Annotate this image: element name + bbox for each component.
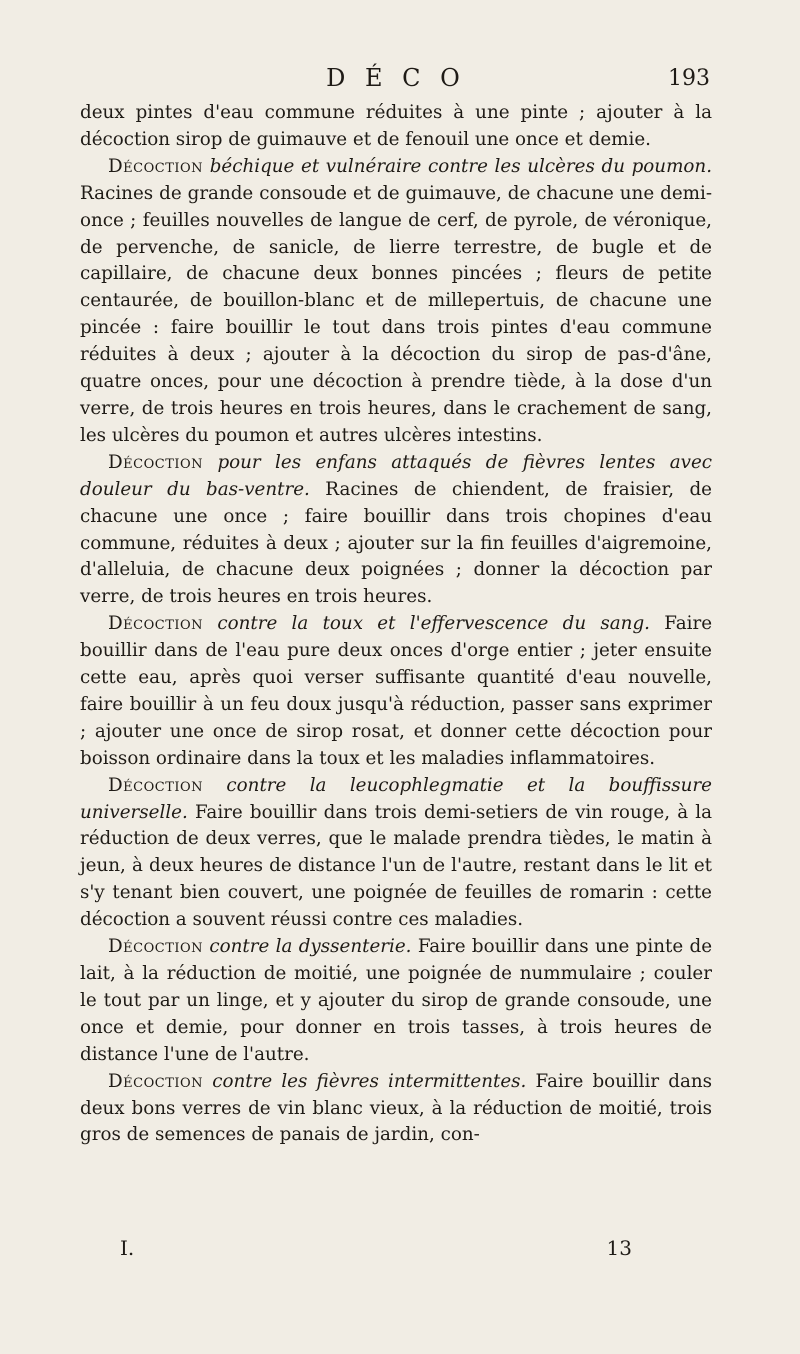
running-title: D É C O [326, 64, 466, 92]
entry-head-word: Décoction [108, 451, 204, 473]
entry-head-word: Décoction [108, 155, 204, 177]
entry-head-word: Décoction [108, 936, 204, 958]
sheet-number: 13 [606, 1236, 632, 1260]
entry-fievres-intermittentes [80, 1069, 712, 1150]
entry-subject: contre les fièvres intermittentes. [212, 1070, 527, 1092]
entry-head-word: Décoction [108, 613, 204, 635]
page-number: 193 [668, 66, 710, 91]
continuation-paragraph: deux pintes d'eau commune réduites à une pinte ; ajouter à la décoction sirop de guimauve et de fenouil une once et demie. [80, 102, 712, 150]
book-page [80, 60, 712, 1300]
signature-mark: I. [120, 1236, 135, 1260]
entry-body: Faire bouillir dans trois demi-setiers de vin rouge, à la réduction de deux verres, que le malade prendra tièdes, le matin à jeun, à deux heures de distance l'un de l'autre, restant dans le lit et s'y tenant bien couvert, une poignée de feuilles de romarin : cette décoction a souvent réussi contre ces maladies. [80, 801, 713, 931]
entry-body: Faire bouillir dans de l'eau pure deux onces d'orge entier ; jeter ensuite cette eau, après quoi verser suffisante quantité d'eau nouvelle, faire bouillir à un feu doux jusqu'à réduction, passer sans exprimer ; ajouter une once de sirop rosat, et donner cette décoction pour boisson ordinaire dans la toux et les maladies inflammatoires. [80, 613, 713, 769]
entry-dyssenterie [80, 934, 712, 1069]
entry-leucophlegmatie [80, 773, 712, 934]
entry-subject: béchique et vulnéraire contre les ulcères du poumon. [209, 155, 713, 177]
entry-subject: contre la toux et l'effervescence du sang. [217, 613, 650, 635]
entry-toux [80, 611, 712, 772]
entry-subject: pour les enfans attaqués de fièvres lentes avec douleur du bas-ventre. [80, 451, 713, 500]
entry-body: Faire bouillir dans une pinte de lait, à la réduction de moitié, une poignée de nummulaire ; couler le tout par un linge, et y ajouter du sirop de grande consoude, une once et demie, pour donner en trois tasses, à trois heures de distance l'une de l'autre. [80, 936, 713, 1065]
page-footer [120, 1236, 632, 1266]
entry-body: Faire bouillir dans deux bons verres de vin blanc vieux, à la réduction de moitié, trois gros de semences de panais de jardin, con- [80, 1070, 713, 1146]
entry-head-word: Décoction [108, 774, 204, 796]
entry-body: Racines de grande consoude et de guimauve, de chacune une demi-once ; feuilles nouvelles de langue de cerf, de pyrole, de véronique, de pervenche, de sanicle, de lierre terrestre, de bugle et de capillaire, de chacune deux bonnes pincées ; fleurs de petite centaurée, de bouillon-blanc et de millepertuis, de chacune une pincée : faire bouillir le tout dans trois pintes d'eau commune réduites à deux ; ajouter à la décoction du sirop de pas-d'âne, quatre onces, pour une décoction à prendre tiède, à la dose d'un verre, de trois heures en trois heures, dans le crachement de sang, les ulcères du poumon et autres ulcères intestins. [80, 182, 712, 446]
running-head [80, 60, 712, 96]
entry-body: Racines de chiendent, de fraisier, de chacune une once ; faire bouillir dans trois chopines d'eau commune, réduites à deux ; ajouter sur la fin feuilles d'aigremoine, d'alleluia, de chacune deux poignées ; donner la décoction par verre, de trois heures en trois heures. [80, 478, 712, 608]
page-text [80, 100, 712, 1149]
entry-bechique [80, 154, 712, 450]
entry-subject: contre la leucophlegmatie et la bouffissure universelle. [80, 774, 712, 823]
entry-subject: contre la dyssenterie. [209, 936, 412, 958]
entry-head-word: Décoction [108, 1070, 204, 1092]
entry-enfans [80, 450, 712, 611]
